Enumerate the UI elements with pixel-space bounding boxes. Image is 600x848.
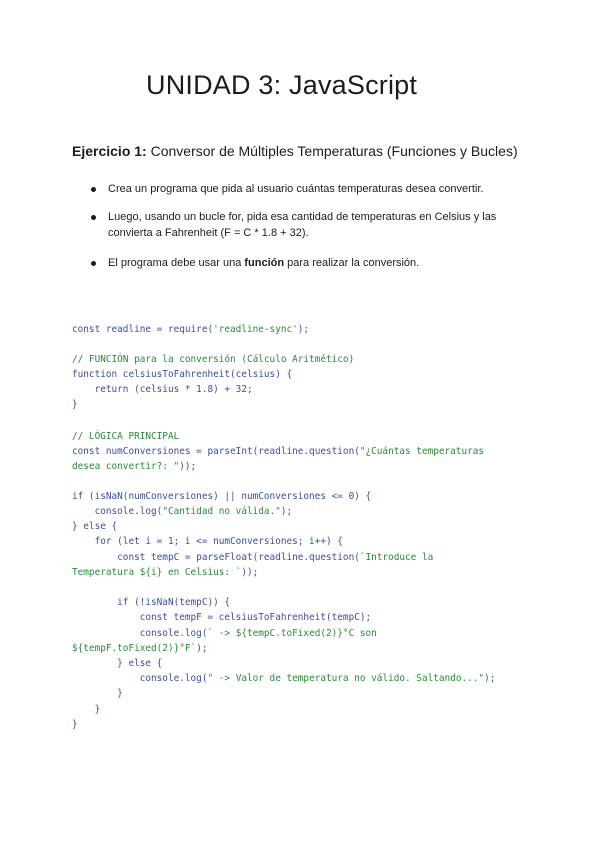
- code-line: function celsiusToFahrenheit(celsius) {: [72, 369, 293, 380]
- code-line: if (isNaN(numConversiones) || numConversiones <= 0) {: [72, 491, 372, 502]
- code-comment: // LÓGICA PRINCIPAL: [72, 431, 180, 442]
- code-token: console.log(: [72, 628, 208, 639]
- code-line: }: [72, 688, 123, 699]
- code-line: return (celsius * 1.8) + 32;: [72, 384, 253, 395]
- code-line: [72, 444, 484, 459]
- code-token: ));: [179, 461, 197, 472]
- code-string: Temperatura ${i} en Celsius: `: [72, 567, 242, 578]
- exercise-name: Conversor de Múltiples Temperaturas (Funciones y Bucles): [150, 143, 518, 159]
- code-token: const readline = require(: [72, 324, 214, 335]
- code-token: );: [297, 324, 310, 335]
- code-line: const tempF = celsiusToFahrenheit(tempC);: [72, 612, 372, 623]
- code-string: `Introduce la: [359, 552, 434, 563]
- code-token: const tempC = parseFloat(readline.question(: [72, 552, 360, 563]
- code-line: [72, 641, 207, 656]
- code-string: 'readline-sync': [213, 324, 298, 335]
- code-line: for (let i = 1; i <= numConversiones; i++) {: [72, 536, 343, 547]
- code-line: [72, 565, 258, 580]
- bullet-dot-icon: [91, 215, 96, 220]
- code-token: );: [280, 506, 293, 517]
- code-line: }: [72, 719, 78, 730]
- list-item-text: [108, 209, 508, 241]
- code-token: ));: [241, 567, 259, 578]
- list-item-line: Luego, usando un bucle for, pida esa cantidad de temperaturas en Celsius y las: [108, 211, 497, 223]
- list-item-text: Crea un programa que pida al usuario cuántas temperaturas desea convertir.: [108, 183, 484, 195]
- code-line: } else {: [72, 521, 118, 532]
- code-string: ${tempF.toFixed(2)}°F`: [72, 643, 197, 654]
- code-token: );: [484, 673, 496, 684]
- code-token: console.log(: [72, 673, 208, 684]
- list-item-bold: función: [244, 257, 285, 269]
- list-item-line: convierta a Fahrenheit (F = C * 1.8 + 32).: [108, 227, 309, 239]
- code-line: [72, 459, 196, 474]
- code-line: } else {: [72, 658, 163, 669]
- list-item-text: [108, 255, 508, 271]
- exercise-label: Ejercicio 1:: [72, 143, 147, 159]
- code-line: if (!isNaN(tempC)) {: [72, 597, 231, 608]
- code-line: [72, 671, 495, 686]
- code-string: "Cantidad no válida.": [162, 506, 281, 517]
- bullet-dot-icon: [91, 187, 96, 192]
- code-token: );: [196, 643, 208, 654]
- page-title: UNIDAD 3: JavaScript: [146, 70, 418, 100]
- list-item-text-part: para realizar la conversión.: [284, 257, 420, 269]
- bullet-dot-icon: [91, 261, 96, 266]
- code-token: const numConversiones = parseInt(readline.question(: [72, 446, 360, 457]
- code-string: " -> Valor de temperatura no válido. Saltando...": [207, 673, 485, 684]
- list-item-text-part: El programa debe usar una: [108, 257, 245, 269]
- code-string: "¿Cuántas temperaturas: [359, 446, 485, 457]
- code-line: }: [72, 704, 101, 715]
- code-line: [72, 322, 309, 337]
- code-line: [72, 504, 292, 519]
- code-line: }: [72, 399, 78, 410]
- code-comment: // FUNCIÓN para la conversión (Cálculo Aritmético): [72, 354, 355, 365]
- code-string: ` -> ${tempC.toFixed(2)}°C son: [207, 628, 377, 639]
- code-token: console.log(: [72, 506, 163, 517]
- exercise-heading: [72, 143, 518, 159]
- code-line: [72, 550, 433, 565]
- code-line: [72, 626, 377, 641]
- code-string: desea convertir?: ": [72, 461, 180, 472]
